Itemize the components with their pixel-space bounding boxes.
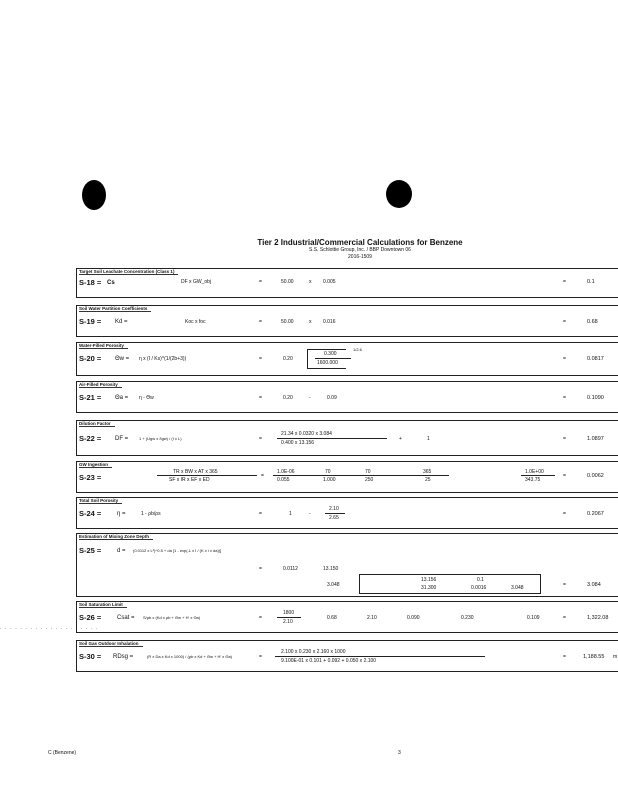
fraction-bar-2 bbox=[273, 475, 449, 476]
fraction-numerator: 2.10 bbox=[329, 506, 339, 512]
section-s25 bbox=[76, 533, 618, 597]
result: 1.0897 bbox=[587, 436, 604, 442]
value-4: 13.156 bbox=[421, 577, 437, 583]
value-5: 0.230 bbox=[461, 615, 474, 621]
section-s18 bbox=[76, 268, 618, 298]
result: 0.1 bbox=[587, 279, 595, 285]
equation-label: S-30 = bbox=[79, 652, 102, 661]
equation-label: S-20 = bbox=[79, 354, 102, 363]
equals-result: = bbox=[563, 395, 566, 401]
fraction-bar bbox=[275, 656, 485, 657]
symbol: RDsg = bbox=[113, 654, 134, 660]
value-1: 0.20 bbox=[283, 356, 293, 362]
result: 0.0817 bbox=[587, 356, 604, 362]
section-s23 bbox=[76, 461, 618, 493]
value-2: 0.68 bbox=[327, 615, 337, 621]
value-5: 0.1 bbox=[477, 577, 484, 583]
value-1: 50.00 bbox=[281, 319, 294, 325]
section-s21 bbox=[76, 381, 618, 413]
symbol: Θw = bbox=[115, 356, 130, 362]
value-6: 0.109 bbox=[527, 615, 540, 621]
result: 3.084 bbox=[587, 582, 601, 588]
fraction-numerator: 1.0E+00 bbox=[525, 469, 544, 475]
equation-label: S-21 = bbox=[79, 393, 102, 402]
operator: - bbox=[309, 395, 311, 401]
operator: - bbox=[309, 511, 311, 517]
equals: = bbox=[259, 566, 262, 572]
section-heading: Soil Water Partition Coefficients bbox=[79, 306, 151, 312]
equals-result: = bbox=[563, 654, 566, 660]
operator: x bbox=[309, 279, 312, 285]
section-heading: Soil Saturation Limit bbox=[79, 602, 127, 608]
value-8: 3.048 bbox=[511, 585, 524, 591]
symbol: d = bbox=[117, 548, 126, 554]
bracket bbox=[359, 574, 541, 594]
section-heading: GW Ingestion bbox=[79, 462, 112, 468]
symbol: DF = bbox=[115, 436, 129, 442]
page-number: 3 bbox=[398, 750, 401, 756]
value-1: 1 bbox=[289, 511, 292, 517]
formula: (0.0112 x L²)^0.5 + da [1 - exp(-L x I / (K x i x da))] bbox=[133, 548, 222, 553]
result: 1,188.55 bbox=[583, 654, 605, 660]
equals: = bbox=[259, 356, 262, 362]
value-4: 0.090 bbox=[407, 615, 420, 621]
formula: η x (I / Ks)^(1/(2b+3)) bbox=[139, 356, 187, 362]
value-1: 50.00 bbox=[281, 279, 294, 285]
symbol: Kd = bbox=[115, 319, 128, 325]
formula: S/ρb x (Kd x ρb + Θw + H' x Θa) bbox=[143, 615, 201, 620]
value-7: 0.0016 bbox=[471, 585, 487, 591]
value-2: 0.09 bbox=[327, 395, 337, 401]
equals: = bbox=[259, 436, 262, 442]
section-heading: Dilution Factor bbox=[79, 421, 115, 427]
equals: = bbox=[259, 615, 262, 621]
formula: 1 - ρb/ρs bbox=[141, 511, 161, 517]
equation-label: S-25 = bbox=[79, 546, 102, 555]
fraction-bar bbox=[325, 513, 345, 514]
value-1-denominator: 2.10 bbox=[283, 619, 293, 625]
formula: DF x GW_obj bbox=[181, 279, 212, 285]
value-1: 1.0E-06 bbox=[277, 469, 295, 475]
scan-artifact-left bbox=[82, 180, 106, 210]
formula: 1 + (Ugw x δgw) / (I x L) bbox=[139, 436, 182, 441]
denominator: SF x IR x EF x ED bbox=[169, 477, 210, 483]
numerator: 21.34 x 0.0320 x 3.084 bbox=[281, 431, 332, 437]
value-2: 13.150 bbox=[323, 566, 339, 572]
fraction-bar bbox=[315, 358, 351, 359]
operator: x bbox=[309, 319, 312, 325]
value-3: 3.048 bbox=[327, 582, 340, 588]
equals: = bbox=[259, 319, 262, 325]
equals-result: = bbox=[563, 582, 566, 588]
section-heading: Estimation of Mixing Zone Depth bbox=[79, 534, 153, 540]
section-s19 bbox=[76, 305, 618, 337]
section-heading: Air-Filled Porosity bbox=[79, 382, 122, 388]
value-3: 2.10 bbox=[367, 615, 377, 621]
symbol: η = bbox=[117, 511, 126, 517]
fraction-bar bbox=[277, 617, 301, 618]
symbol: Cs bbox=[107, 280, 115, 286]
value-2: 70 bbox=[325, 469, 331, 475]
result: 0.68 bbox=[587, 319, 598, 325]
section-heading: Soil Gas Outdoor Inhalation bbox=[79, 641, 143, 647]
equals: = bbox=[261, 473, 264, 479]
scan-noise: · · · · · · · · · · · · · · · · · · · · bbox=[0, 626, 99, 632]
fraction-numerator: 0.300 bbox=[324, 351, 337, 357]
equation-label: S-24 = bbox=[79, 509, 102, 518]
value-5: 0.055 bbox=[277, 477, 290, 483]
value-4: 365 bbox=[423, 469, 432, 475]
company-line: S.S. Schlottie Group, Inc. / BBP Downtown 06 bbox=[309, 247, 411, 253]
equation-label: S-18 = bbox=[79, 278, 102, 287]
exponent: 1/2.6 bbox=[353, 347, 362, 352]
value-1: 0.20 bbox=[283, 395, 293, 401]
value-2: 0.005 bbox=[323, 279, 336, 285]
value-6: 1.000 bbox=[323, 477, 336, 483]
scan-artifact-right bbox=[386, 180, 412, 208]
value-7: 250 bbox=[365, 477, 374, 483]
footer-label: C (Benzene) bbox=[48, 750, 77, 756]
fraction-bar-3 bbox=[521, 475, 555, 476]
value-6: 31.300 bbox=[421, 585, 437, 591]
equals: = bbox=[259, 654, 262, 660]
equation-label: S-22 = bbox=[79, 434, 102, 443]
result: 0.1090 bbox=[587, 395, 604, 401]
section-heading: Total Soil Porosity bbox=[79, 498, 122, 504]
numerator: 2.100 x 0.230 x 2.160 x 1000 bbox=[281, 649, 346, 655]
symbol: Csat = bbox=[117, 615, 135, 621]
result: 0.2067 bbox=[587, 511, 604, 517]
equals: = bbox=[259, 511, 262, 517]
page-title: Tier 2 Industrial/Commercial Calculations for Benzene bbox=[257, 238, 463, 247]
fraction-bar bbox=[277, 438, 387, 439]
value-2: 0.016 bbox=[323, 319, 336, 325]
fraction-denominator: 2.65 bbox=[329, 515, 339, 521]
equals-result: = bbox=[563, 279, 566, 285]
value-1: 1800 bbox=[283, 610, 295, 616]
equals: = bbox=[259, 279, 262, 285]
section-heading: Target Soil Leachate Concentration (Class 1) bbox=[79, 269, 178, 275]
numerator: TR x BW x AT x 365 bbox=[173, 469, 218, 475]
fraction-bar bbox=[157, 475, 257, 476]
formula: η - Θw bbox=[139, 395, 154, 401]
equals-result: = bbox=[563, 319, 566, 325]
result: 0.0062 bbox=[587, 473, 604, 479]
section-heading: Water-Filled Porosity bbox=[79, 343, 128, 349]
value-1: 0.0112 bbox=[283, 566, 298, 572]
denominator: 0.400 x 13.156 bbox=[281, 440, 315, 446]
symbol: Θa = bbox=[115, 395, 129, 401]
one: 1 bbox=[427, 436, 430, 442]
plus: + bbox=[399, 436, 402, 442]
fraction-denominator: 343.75 bbox=[525, 477, 541, 483]
value-8: 25 bbox=[425, 477, 431, 483]
equals-result: = bbox=[563, 473, 566, 479]
fraction-denominator: 1600.000 bbox=[317, 360, 338, 366]
equals: = bbox=[259, 395, 262, 401]
date-line: 2016-1509 bbox=[348, 254, 372, 260]
denominator: 9.100E-01 x 0.101 + 0.092 + 0.050 x 2.100 bbox=[281, 658, 377, 664]
equals-result: = bbox=[563, 356, 566, 362]
section-s24 bbox=[76, 497, 618, 529]
equation-label: S-19 = bbox=[79, 317, 102, 326]
formula: Koc x foc bbox=[185, 319, 206, 325]
equals-result: = bbox=[563, 436, 566, 442]
equals-result: = bbox=[563, 615, 566, 621]
equation-label: S-23 = bbox=[79, 473, 102, 482]
unit: m bbox=[613, 654, 618, 660]
section-s22 bbox=[76, 420, 618, 456]
section-s20 bbox=[76, 342, 618, 376]
equals-result: = bbox=[563, 511, 566, 517]
result: 1,322.08 bbox=[587, 615, 609, 621]
equation-label: S-26 = bbox=[79, 613, 102, 622]
formula: (R x Da x Kd x 1000) / (ρb x Kd + Θw + H' x Θa) bbox=[147, 654, 233, 659]
section-s30 bbox=[76, 640, 618, 672]
value-3: 70 bbox=[365, 469, 371, 475]
